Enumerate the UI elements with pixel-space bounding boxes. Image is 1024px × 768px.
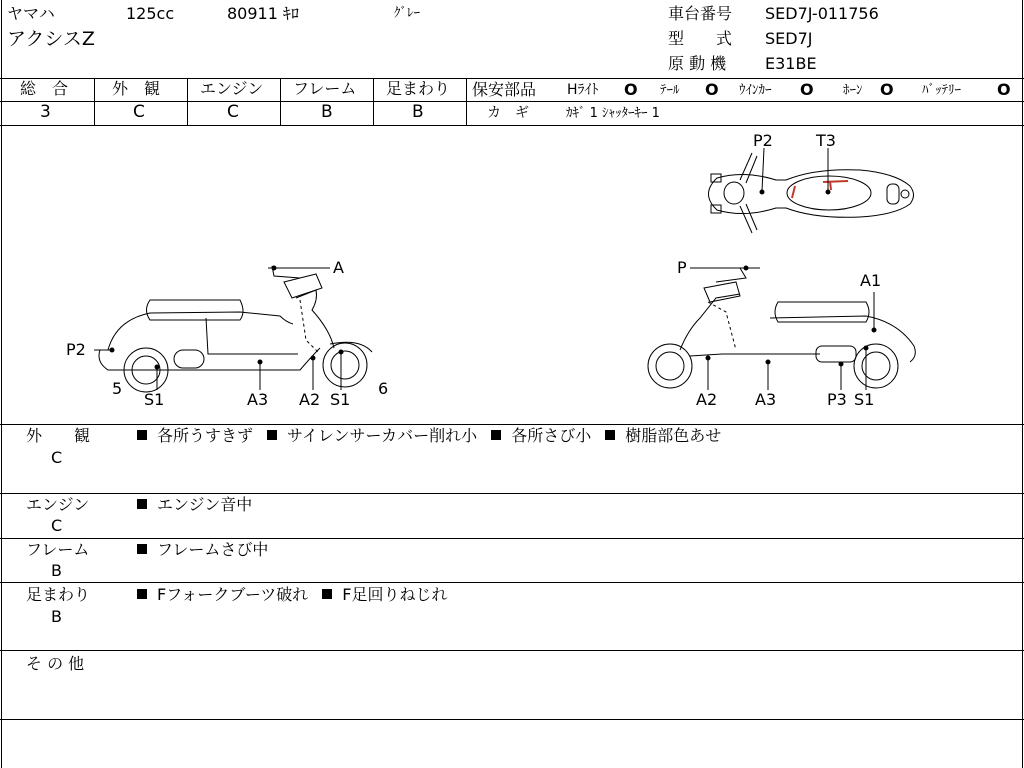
note-text: エンジン音中 bbox=[157, 495, 253, 514]
rule bbox=[0, 424, 1024, 425]
key-value: ｶｷﾞ 1 ｼｬｯﾀｰｷｰ 1 bbox=[566, 106, 660, 121]
note-item bbox=[267, 426, 477, 445]
note-frame-items bbox=[137, 542, 282, 558]
winker-label: ｳｲﾝｶｰ bbox=[739, 83, 772, 98]
key-label: カ ギ bbox=[487, 105, 529, 121]
note-frame-grade: B bbox=[51, 561, 62, 580]
note-exterior-items bbox=[137, 428, 735, 444]
note-engine-label: エンジン bbox=[26, 495, 90, 514]
frame-right bbox=[1022, 0, 1023, 768]
rule bbox=[187, 78, 188, 125]
note-suspension-items bbox=[137, 587, 462, 603]
left-label-a: A bbox=[333, 258, 344, 277]
frame-no: SED7J-011756 bbox=[765, 4, 879, 23]
right-label-a2: A2 bbox=[696, 390, 718, 409]
right-label-a1: A1 bbox=[860, 271, 882, 290]
overall-label: 総 合 bbox=[20, 79, 69, 98]
note-text: フレームさび中 bbox=[157, 540, 269, 559]
rule bbox=[0, 125, 1024, 126]
suspension-grade: B bbox=[412, 102, 424, 122]
horn-mark: O bbox=[880, 80, 894, 99]
bullet-icon bbox=[137, 499, 147, 509]
rule bbox=[468, 101, 1024, 102]
displacement: 125cc bbox=[126, 4, 175, 23]
rule bbox=[466, 78, 467, 125]
rule bbox=[0, 582, 1024, 583]
rule bbox=[94, 78, 95, 125]
rule bbox=[373, 78, 374, 125]
note-item bbox=[137, 495, 252, 514]
taillight-label: ﾃｰﾙ bbox=[660, 83, 680, 98]
note-exterior-grade: C bbox=[51, 448, 63, 467]
right-label-s1: S1 bbox=[854, 390, 875, 409]
mileage: 80911 ｷﾛ bbox=[227, 4, 299, 23]
bullet-icon bbox=[491, 430, 501, 440]
note-item bbox=[605, 426, 721, 445]
type-label: 型 式 bbox=[668, 29, 733, 48]
rule bbox=[0, 493, 1024, 494]
rule bbox=[0, 719, 1024, 720]
frame-label: フレーム bbox=[293, 79, 357, 98]
top-label-t3: T3 bbox=[816, 131, 836, 150]
battery-label: ﾊﾞｯﾃﾘｰ bbox=[922, 83, 961, 98]
note-suspension-label: 足まわり bbox=[26, 585, 91, 604]
left-label-5: 5 bbox=[112, 379, 123, 398]
engine-label: エンジン bbox=[200, 79, 264, 98]
bullet-icon bbox=[267, 430, 277, 440]
bullet-icon bbox=[605, 430, 615, 440]
horn-label: ﾎｰﾝ bbox=[843, 83, 863, 98]
note-other-label: そ の 他 bbox=[26, 654, 85, 673]
note-item bbox=[491, 426, 591, 445]
note-item bbox=[137, 540, 268, 559]
note-item bbox=[322, 585, 447, 604]
note-engine-grade: C bbox=[51, 516, 63, 535]
left-label-6: 6 bbox=[378, 379, 389, 398]
note-exterior-label: 外 観 bbox=[26, 426, 91, 445]
note-suspension-grade: B bbox=[51, 607, 62, 626]
engine-grade: C bbox=[227, 102, 239, 122]
engine-model-label: 原 動 機 bbox=[668, 54, 727, 73]
exterior-label: 外 観 bbox=[112, 79, 161, 98]
headlight-label: Hﾗｲﾄ bbox=[567, 82, 599, 98]
note-text: サイレンサーカバー削れ小 bbox=[287, 426, 478, 445]
model-name: アクシスZ bbox=[7, 28, 95, 50]
rule bbox=[0, 538, 1024, 539]
bullet-icon bbox=[137, 430, 147, 440]
note-text: 樹脂部色あせ bbox=[625, 426, 722, 445]
right-label-a3: A3 bbox=[755, 390, 777, 409]
note-engine-items bbox=[137, 497, 266, 513]
note-frame-label: フレーム bbox=[26, 540, 90, 559]
frame-grade: B bbox=[321, 102, 333, 122]
engine-model: E31BE bbox=[765, 54, 817, 73]
left-side-view bbox=[94, 266, 372, 392]
battery-mark: O bbox=[997, 80, 1011, 99]
note-text: Fフォークブーツ破れ bbox=[157, 585, 309, 604]
bullet-icon bbox=[137, 589, 147, 599]
maker: ヤマハ bbox=[7, 4, 55, 23]
headlight-mark: O bbox=[624, 80, 638, 99]
top-view bbox=[709, 148, 914, 233]
winker-mark: O bbox=[800, 80, 814, 99]
overall-grade: 3 bbox=[40, 102, 51, 122]
bullet-icon bbox=[137, 544, 147, 554]
note-item bbox=[137, 585, 308, 604]
note-text: 各所うすきず bbox=[157, 426, 254, 445]
safety-label: 保安部品 bbox=[472, 80, 537, 99]
note-text: F足回りねじれ bbox=[342, 585, 448, 604]
note-text: 各所さび小 bbox=[511, 426, 592, 445]
right-label-p3: P3 bbox=[827, 390, 847, 409]
left-label-a2: A2 bbox=[299, 390, 321, 409]
color: ｸﾞﾚｰ bbox=[394, 6, 420, 21]
frame-no-label: 車台番号 bbox=[668, 4, 733, 23]
suspension-label: 足まわり bbox=[386, 79, 451, 98]
exterior-grade: C bbox=[133, 102, 145, 122]
note-item bbox=[137, 426, 253, 445]
rule bbox=[0, 650, 1024, 651]
left-label-s1-front: S1 bbox=[330, 390, 351, 409]
right-label-p: P bbox=[677, 258, 687, 277]
frame-left bbox=[1, 0, 2, 768]
top-label-p2: P2 bbox=[753, 131, 773, 150]
bullet-icon bbox=[322, 589, 332, 599]
left-label-s1-rear: S1 bbox=[144, 390, 165, 409]
taillight-mark: O bbox=[705, 80, 719, 99]
left-label-p2: P2 bbox=[66, 340, 86, 359]
rule bbox=[280, 78, 281, 125]
type-value: SED7J bbox=[765, 29, 813, 48]
left-label-a3: A3 bbox=[247, 390, 269, 409]
